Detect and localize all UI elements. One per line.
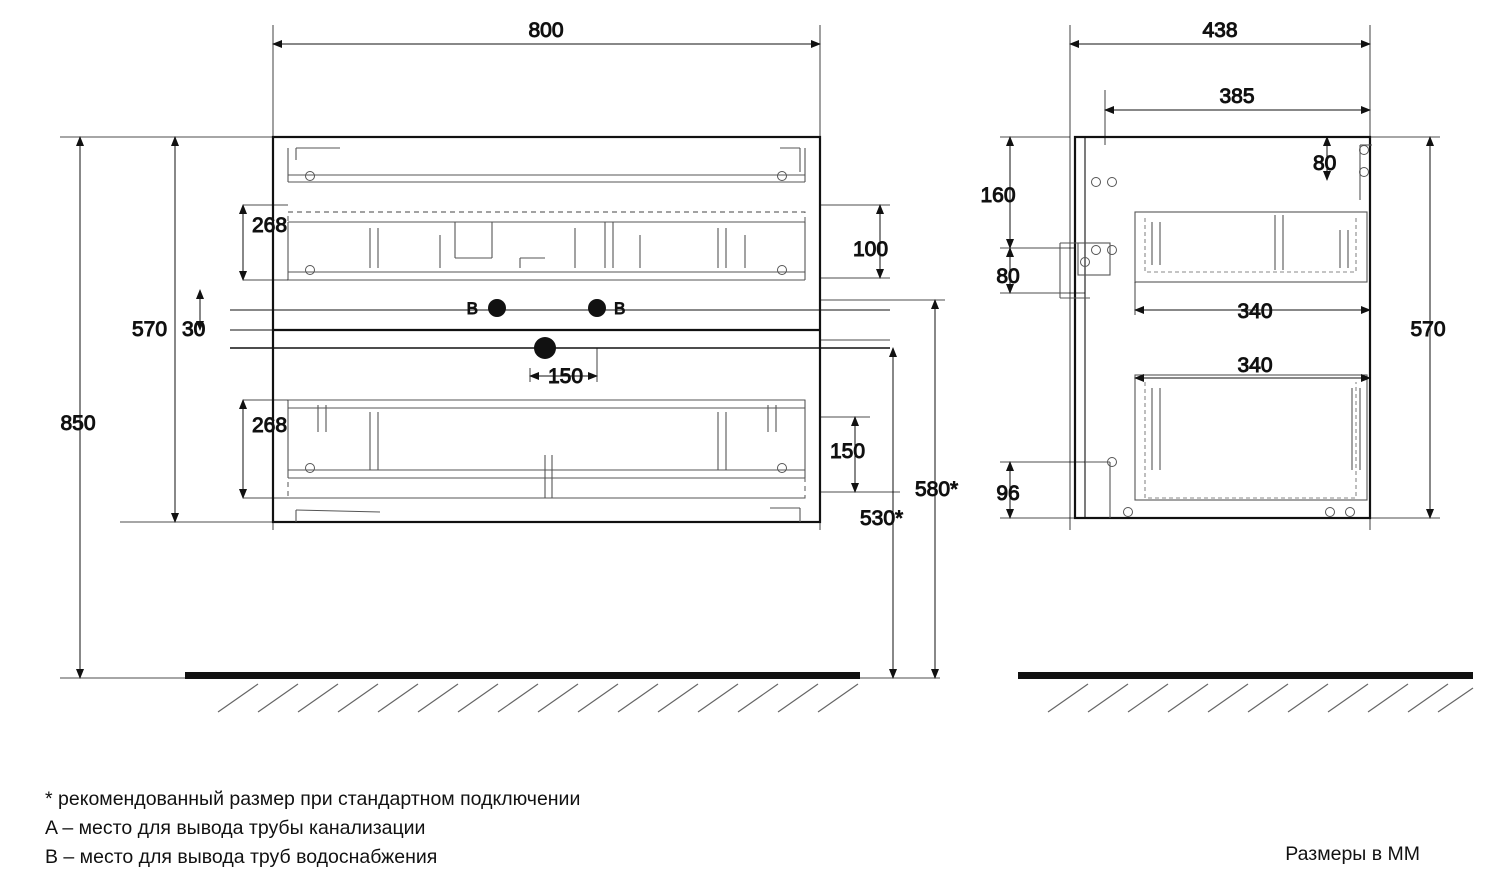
dim-side-96: 96	[996, 482, 1020, 505]
dim-30: 30	[182, 318, 206, 341]
pipe-marker-a	[534, 337, 556, 359]
dim-side-340-upper: 340	[1237, 300, 1273, 323]
side-cabinet-body	[1075, 137, 1370, 518]
dim-530: 530*	[860, 507, 904, 530]
dim-side-depth-438: 438	[1202, 19, 1238, 42]
floor-side	[1018, 672, 1473, 679]
pipe-marker-b-right	[588, 299, 606, 317]
dim-100: 100	[853, 238, 889, 261]
dim-850: 850	[60, 412, 96, 435]
marker-label-b-right: B	[614, 299, 626, 318]
dim-side-570: 570	[1410, 318, 1446, 341]
legend-block	[45, 785, 580, 872]
dim-upper-drawer-268: 268	[252, 214, 288, 237]
dim-lower-drawer-268: 268	[252, 414, 288, 437]
dim-side-80-left: 80	[996, 265, 1020, 288]
dim-front-height-570: 570	[132, 318, 168, 341]
legend-line-3: B – место для вывода труб водоснабжения	[45, 846, 438, 868]
marker-label-b-left: B	[466, 299, 478, 318]
dim-side-340-lower: 340	[1237, 354, 1273, 377]
pipe-marker-b-left	[488, 299, 506, 317]
dim-side-160: 160	[980, 184, 1016, 207]
dim-side-inner-385: 385	[1219, 85, 1255, 108]
legend-line-1: * рекомендованный размер при стандартном подключении	[45, 788, 581, 810]
dim-front-width: 800	[528, 19, 564, 42]
dim-side-80-top: 80	[1313, 152, 1337, 175]
units-note: Размеры в ММ	[1285, 843, 1420, 865]
dim-580: 580*	[915, 478, 959, 501]
dim-150-vertical: 150	[830, 440, 866, 463]
floor-front	[185, 672, 860, 679]
dim-150-horizontal: 150	[548, 365, 584, 388]
legend-line-2: A – место для вывода трубы канализации	[45, 817, 426, 839]
